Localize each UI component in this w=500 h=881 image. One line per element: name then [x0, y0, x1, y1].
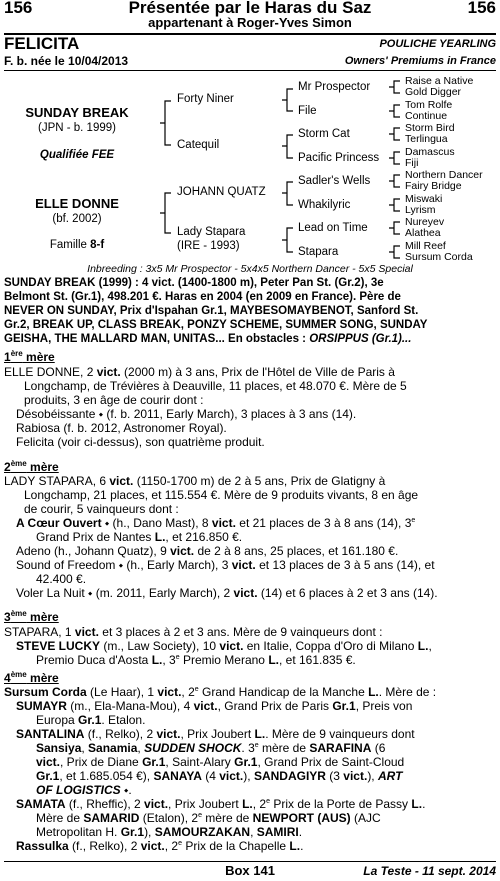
- bracket-g3-2: [389, 105, 400, 117]
- bracket-g2-2: [282, 135, 293, 158]
- sire-name: SUNDAY BREAK: [25, 105, 129, 120]
- sire-info: (JPN - b. 1999): [38, 122, 116, 134]
- gen4-10: Fairy Bridge: [405, 180, 462, 192]
- gen3-4: Pacific Princess: [298, 152, 380, 164]
- sire-dam: Catequil: [177, 139, 220, 151]
- gen3-1: Mr Prospector: [298, 81, 371, 93]
- gen4-16: Sursum Corda: [405, 251, 473, 263]
- gen3-5: Sadler's Wells: [298, 175, 371, 187]
- bracket-g3-4: [389, 152, 400, 164]
- sire-sire: Forty Niner: [177, 93, 234, 105]
- gen4-12: Lyrism: [405, 204, 436, 216]
- sale-place-date: La Teste - 11 sept. 2014: [363, 864, 496, 878]
- owners-premiums: Owners' Premiums in France: [344, 55, 496, 67]
- bracket-g2-3: [282, 182, 293, 205]
- first-dam-text: ELLE DONNE, 2 vict. (2000 m) à 3 ans, Prix de l'Hôtel de Ville de Paris à Longchamp, de Trévières à Deauville, 11 places, et 48.070 €. Mère de 5 produits, 3 en âge de courir dont : Désobéissante ⬩ (f. b. 2011, Early March), 3 places à 3 ans (14). Rabiosa (f. b. 2012, Astronomer Royal). Felicita (voir ci-dessus), son quatrième produit.: [4, 365, 407, 449]
- gen4-6: Terlingua: [405, 133, 448, 145]
- dam-sire: JOHANN QUATZ: [177, 186, 266, 198]
- bracket-g2-4: [282, 228, 293, 252]
- gen4-13: Nureyev: [405, 216, 445, 228]
- box-number: Box 141: [225, 863, 275, 878]
- bracket-g2-1: [282, 89, 293, 111]
- horse-category: POULICHE YEARLING: [379, 38, 496, 50]
- bracket-g3-3: [389, 128, 400, 140]
- gen3-6: Whakilyric: [298, 199, 351, 211]
- gen4-15: Mill Reef: [405, 240, 446, 252]
- bracket-sire: [160, 101, 171, 145]
- gen4-8: Fiji: [405, 157, 419, 169]
- bracket-g3-5: [389, 175, 400, 187]
- second-dam-text: LADY STAPARA, 6 vict. (1150-1700 m) de 2 à 5 ans, Prix de Glatigny à Longchamp, 21 places, et 115.554 €. Mère de 9 produits vivants, 8 en âge de courir, 5 vainqueurs dont : A Cœur Ouvert ⬩ (h., Dano Mast), 8 vict. et 21 places de 3 à 8 ans (14), 3e Grand Prix de Nantes L., et 216.850 €. Adeno (h., Johann Quatz), 9 vict. de 2 à 8 ans, 25 places, et 161.180 €. Sound of Freedom ⬩ (h., Early March), 3 vict. et 13 places de 3 à 5 ans (14), et 42.400 €. Voler La Nuit ⬩ (m. 2011, Early March), 2 vict. (14) et 6 places à 2 et 3 ans (14).: [4, 474, 438, 600]
- footer-rule: [4, 861, 496, 862]
- gen4-5: Storm Bird: [405, 122, 455, 134]
- sire-record: SUNDAY BREAK (1999) : 4 vict. (1400-1800 m), Peter Pan St. (Gr.2), 3e Belmont St. (Gr.1), 498.201 €. Haras en 2004 (en 2009 en France). Père de NEVER ON SUNDAY, Prix d'Ispahan Gr.1, MAYBESOMAYBENOT, Sanford St. Gr.2, BREAK UP, CLASS BREAK, PONZY SCHEME, SUMMER SONG, SUNDAY GEISHA, THE MALLARD MAN, UNITAS... En obstacles : ORSIPPUS (Gr.1)...: [4, 277, 428, 345]
- bracket-g3-8: [389, 246, 400, 258]
- lot-number-right: 156: [467, 0, 496, 17]
- gen4-11: Miswaki: [405, 193, 443, 205]
- bracket-g3-6: [389, 199, 400, 211]
- horse-name: FELICITA: [4, 34, 80, 53]
- gen3-7: Lead on Time: [298, 222, 368, 234]
- bracket-g3-7: [389, 222, 400, 234]
- gen4-1: Raise a Native: [405, 75, 474, 87]
- gen3-2: File: [298, 105, 317, 117]
- section-third-dam: 3ème mère: [4, 609, 59, 624]
- dam-dam: Lady Stapara: [177, 226, 246, 238]
- gen3-8: Stapara: [298, 246, 339, 258]
- horse-birth: F. b. née le 10/04/2013: [4, 54, 129, 68]
- sire-qualification: Qualifiée FEE: [39, 149, 115, 161]
- dam-info: (bf. 2002): [52, 213, 102, 225]
- gen3-3: Storm Cat: [298, 128, 350, 140]
- gen4-2: Gold Digger: [405, 86, 462, 98]
- dam-family: Famille 8-f: [49, 239, 105, 251]
- page-title: Présentée par le Haras du Saz: [128, 0, 372, 17]
- dam-dam-info: (IRE - 1993): [177, 240, 240, 252]
- section-first-dam: 1ère mère: [4, 349, 55, 364]
- section-fourth-dam: 4ème mère: [4, 670, 59, 685]
- gen4-14: Alathea: [405, 227, 441, 239]
- bracket-dam: [160, 193, 171, 233]
- section-second-dam: 2ème mère: [4, 459, 59, 474]
- dam-name: ELLE DONNE: [35, 196, 119, 211]
- gen4-4: Continue: [405, 110, 448, 122]
- pedigree-brackets: [0, 0, 500, 270]
- gen4-3: Tom Rolfe: [405, 99, 453, 111]
- bracket-g3-1: [389, 81, 400, 93]
- page-subtitle: appartenant à Roger-Yves Simon: [148, 15, 352, 30]
- inbreeding-line: Inbreeding : 3x5 Mr Prospector - 5x4x5 Northern Dancer - 5x5 Special: [87, 263, 413, 275]
- lot-number-left: 156: [4, 0, 33, 17]
- gen4-7: Damascus: [405, 146, 455, 158]
- fourth-dam-text: Sursum Corda (Le Haar), 1 vict., 2e Grand Handicap de la Manche L.. Mère de : SUMAYR (m., Ela-Mana-Mou), 4 vict., Grand Prix de Paris Gr.1, Preis von Europa Gr.1. Etalon. SANTALINA (f., Relko), 2 vict., Prix Joubert L.. Mère de 9 vainqueurs dont Sansiya, Sanamia, SUDDEN SHOCK. 3e mère de SARAFINA (6 vict., Prix de Diane Gr.1, Saint-Alary Gr.1, Grand Prix de Saint-Cloud Gr.1, et 1.685.054 €), SANAYA (4 vict.), SANDAGIYR (3 vict.), ART OF LOGISTICS ⬩. SAMATA (f., Rheffic), 2 vict., Prix Joubert L., 2e Prix de la Porte de Passy L.. Mère de SAMARID (Etalon), 2e mère de NEWPORT (AUS) (AJC Metropolitan H. Gr.1), SAMOURZAKAN, SAMIRI. Rassulka (f., Relko), 2 vict., 2e Prix de la Chapelle L..: [4, 685, 437, 853]
- gen4-9: Northern Dancer: [405, 169, 483, 181]
- third-dam-text: STAPARA, 1 vict. et 3 places à 2 et 3 ans. Mère de 9 vainqueurs dont : STEVE LUCKY (m., Law Society), 10 vict. en Italie, Coppa d'Oro di Milano L., Premio Duca d'Aosta L., 3e Premio Merano L., et 161.835 €.: [4, 625, 432, 667]
